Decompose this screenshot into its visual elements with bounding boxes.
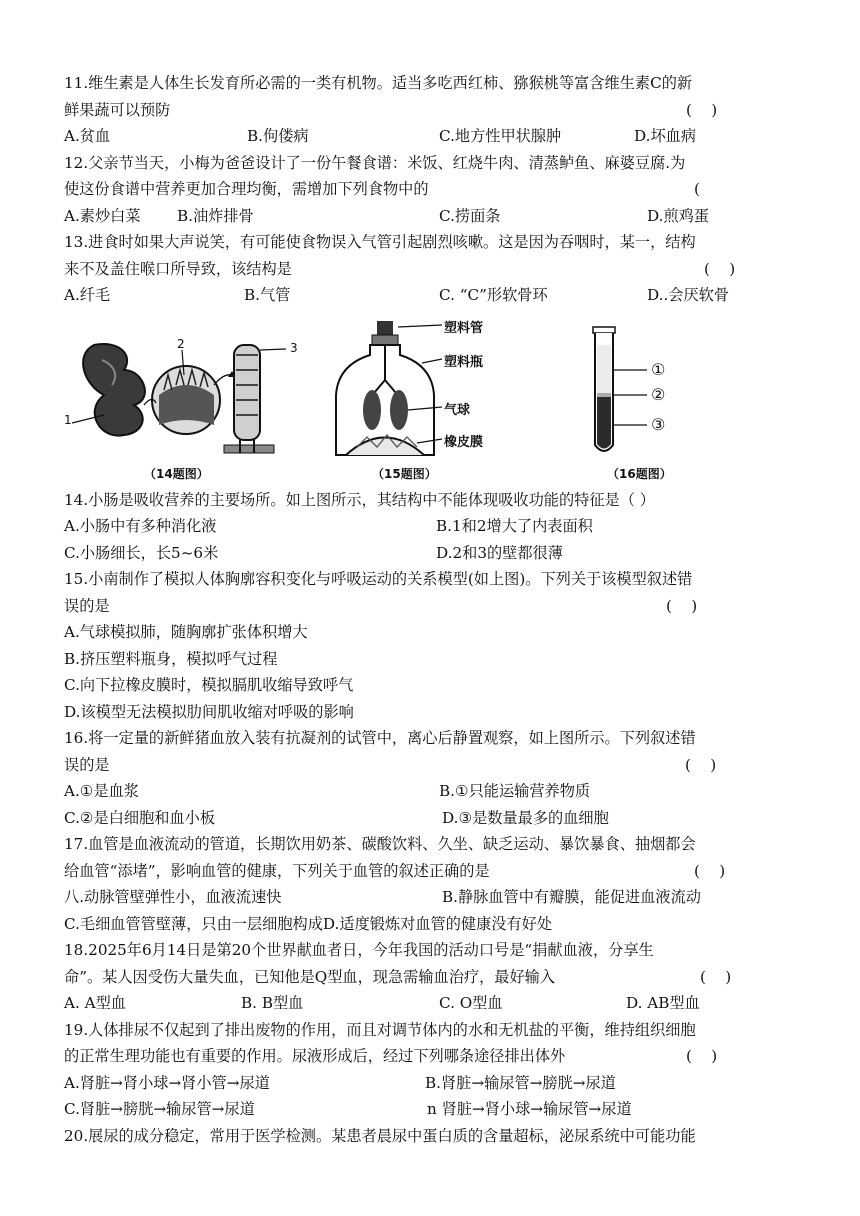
q12-option-b: B.油炸排骨	[177, 206, 254, 225]
q11-option-a: A.贫血	[64, 127, 111, 145]
fig15-label-balloon: 气球	[444, 402, 471, 418]
q17-answer-paren: ( )	[694, 861, 726, 880]
q11-option-c: C.地方性甲状腺肿	[439, 127, 562, 145]
q13-stem-line1: 13.进食时如果大声说笑，有可能使食物误入气管引起剧烈咳嗽。这是因为吞咽时，某一，结构	[64, 233, 696, 251]
q17-option-c: C.毛细血管管壁薄，只由一层细胞构成	[64, 914, 323, 933]
q14-option-b: B.1和2增大了内表面积	[436, 517, 593, 535]
q18-stem-line1: 18.2025年6月14日是第20个世界献血者日，今年我国的活动口号是“捐献血液，分享生	[64, 941, 654, 959]
q17-option-b: B.静脉血管中有瓣膜，能促进血液流动	[442, 888, 701, 906]
fig15-label-membrane: 橡皮膜	[444, 434, 484, 450]
q19-answer-paren: ( )	[686, 1047, 718, 1065]
q19-option-d: n 肾脏→肾小球→输尿管→尿道	[427, 1100, 632, 1118]
q16-option-c: C.②是白细胞和血小板	[64, 808, 216, 827]
fig15-label-tube: 塑料管	[444, 320, 484, 336]
fig14-label-3: 3	[290, 340, 298, 355]
q13-option-d: D..会厌软骨	[647, 286, 730, 304]
q16-stem-text: 误的是	[64, 755, 110, 774]
fig15-caption: （15题图）	[372, 466, 437, 481]
q13-options	[64, 282, 799, 309]
q11-options	[64, 123, 799, 150]
q12-option-a: A.素炒白菜	[64, 206, 141, 225]
fig16-label-1: ①	[651, 359, 666, 379]
q16-stem-line2	[64, 752, 799, 779]
fig14-label-1: 1	[64, 412, 72, 427]
q17-options-row2	[64, 911, 799, 938]
q14-option-d: D.2和3的壁都很薄	[436, 543, 563, 562]
q16-option-d: D.③是数量最多的血细胞	[442, 808, 609, 827]
q14-stem-line1: 14.小肠是吸收营养的主要场所。如上图所示，其结构中不能体现吸收功能的特征是（ ）	[64, 490, 655, 509]
q16-option-a: A.①是血浆	[64, 782, 139, 800]
q12-option-d: D.煎鸡蛋	[647, 206, 710, 225]
fig16-caption: （16题图）	[607, 466, 672, 481]
q15-option-a: A.气球模拟肺，随胸廓扩张体积增大	[64, 623, 308, 641]
q15-option-b: B.挤压塑料瓶身，模拟呼气过程	[64, 649, 278, 668]
q12-option-c: C.捞面条	[439, 206, 501, 225]
q13-option-b: B.气管	[244, 286, 291, 304]
q12-stem-line1: 12.父亲节当天，小梅为爸爸设计了一份午餐食谱：米饭、红烧牛肉、清蒸鲈鱼、麻婆豆腐.为	[64, 153, 686, 172]
q18-option-b: B. B型血	[241, 994, 304, 1012]
q18-options	[64, 990, 799, 1017]
q16-options-row1	[64, 778, 799, 805]
q17-option-d: D.适度锻炼对血管的健康没有好处	[322, 914, 553, 933]
figures-row	[64, 315, 799, 485]
q16-options-row2	[64, 805, 799, 832]
q15-stem-line1: 15.小南制作了模拟人体胸廓容积变化与呼吸运动的关系模型(如上图)。下列关于该模型叙述错	[64, 570, 693, 588]
q11-option-b: B.佝偻病	[247, 127, 309, 145]
q11-answer-paren: ( )	[686, 100, 718, 119]
fig15-label-bottle: 塑料瓶	[444, 354, 484, 370]
q16-stem-line1: 16.将一定量的新鲜猪血放入装有抗凝剂的试管中，离心后静置观察，如上图所示。下列叙述错	[64, 729, 696, 747]
q18-option-a: A. A型血	[64, 994, 126, 1012]
q16-option-b: B.①只能运输营养物质	[439, 782, 591, 800]
q18-stem-line2	[64, 964, 799, 991]
q12-stem-text: 使这份食谱中营养更加合理均衡，需增加下列食物中的	[64, 180, 429, 198]
q19-stem-line1: 19.人体排尿不仅起到了排出废物的作用，而且对调节体内的水和无机盐的平衡，维持组织细胞	[64, 1020, 696, 1039]
q15-stem-line2	[64, 593, 799, 620]
q19-stem-line2	[64, 1043, 799, 1070]
figure-16	[579, 315, 729, 485]
q19-option-c: C.肾脏→膀胱→输尿管→尿道	[64, 1100, 255, 1118]
q14-option-c: C.小肠细长，长5~6米	[64, 543, 219, 562]
q20-stem-line1: 20.展尿的成分稳定，常用于医学检测。某患者晨尿中蛋白质的含量超标，泌尿系统中可能功能	[64, 1126, 696, 1145]
q17-options-row1	[64, 884, 799, 911]
exam-page	[64, 70, 799, 1149]
q19-options-row1	[64, 1070, 799, 1097]
q11-stem-line1: 11.维生素是人体生长发育所必需的一类有机物。适当多吃西红柿、猕猴桃等富含维生素C的新	[64, 74, 693, 92]
q13-stem-text: 来不及盖住喉口所导致，该结构是	[64, 259, 292, 278]
q18-stem-text: 命”。某人因受伤大量失血，已知他是Q型血，现急需输血治疗，最好输入	[64, 967, 556, 986]
q14-option-a: A.小肠中有多种消化液	[64, 517, 217, 535]
q17-stem-line2	[64, 858, 799, 885]
q11-stem-text: 鲜果蔬可以预防	[64, 100, 171, 119]
q13-option-c: C. “C”形软骨环	[439, 286, 548, 304]
q18-option-c: C. O型血	[439, 994, 503, 1012]
fig16-label-2: ②	[651, 384, 666, 404]
q11-stem-line2	[64, 97, 799, 124]
q12-answer-paren: (	[694, 180, 700, 198]
q15-stem-text: 误的是	[64, 596, 110, 615]
figure-15	[322, 315, 532, 485]
q18-answer-paren: ( )	[700, 967, 732, 986]
q19-option-b: B.肾脏→输尿管→膀胱→尿道	[425, 1073, 616, 1092]
q17-stem-line1: 17.血管是血液流动的管道，长期饮用奶茶、碳酸饮料、久坐、缺乏运动、暴饮暴食、抽烟都会	[64, 835, 696, 853]
q19-option-a: A.肾脏→肾小球→肾小管→尿道	[64, 1073, 270, 1092]
q11-option-d: D.坏血病	[634, 127, 697, 145]
q14-options-row2	[64, 540, 799, 567]
q15-option-d: D.该模型无法模拟肋间肌收缩对呼吸的影响	[64, 702, 354, 721]
q17-option-a: 八.动脉管壁弹性小，血液流速快	[64, 888, 282, 906]
figure-14	[64, 315, 304, 485]
q16-answer-paren: ( )	[685, 755, 717, 774]
q15-option-c: C.向下拉橡皮膜时，模拟膈肌收缩导致呼气	[64, 676, 354, 694]
q12-options	[64, 203, 799, 230]
q14-options-row1	[64, 513, 799, 540]
q13-option-a: A.纤毛	[64, 286, 111, 304]
q13-stem-line2	[64, 256, 799, 283]
fig16-label-3: ③	[651, 414, 666, 434]
q12-stem-line2	[64, 176, 799, 203]
q17-stem-text: 给血管“添堵”，影响血管的健康，下列关于血管的叙述正确的是	[64, 861, 490, 880]
fig14-caption: （14题图）	[144, 466, 209, 481]
q19-stem-text: 的正常生理功能也有重要的作用。尿液形成后，经过下列哪条途径排出体外	[64, 1047, 566, 1065]
q19-options-row2	[64, 1096, 799, 1123]
fig14-label-2: 2	[177, 336, 185, 351]
q18-option-d: D. AB型血	[626, 994, 700, 1012]
q13-answer-paren: ( )	[704, 259, 736, 278]
q15-answer-paren: ( )	[666, 596, 698, 615]
bell-jar-model-diagram	[322, 315, 532, 465]
